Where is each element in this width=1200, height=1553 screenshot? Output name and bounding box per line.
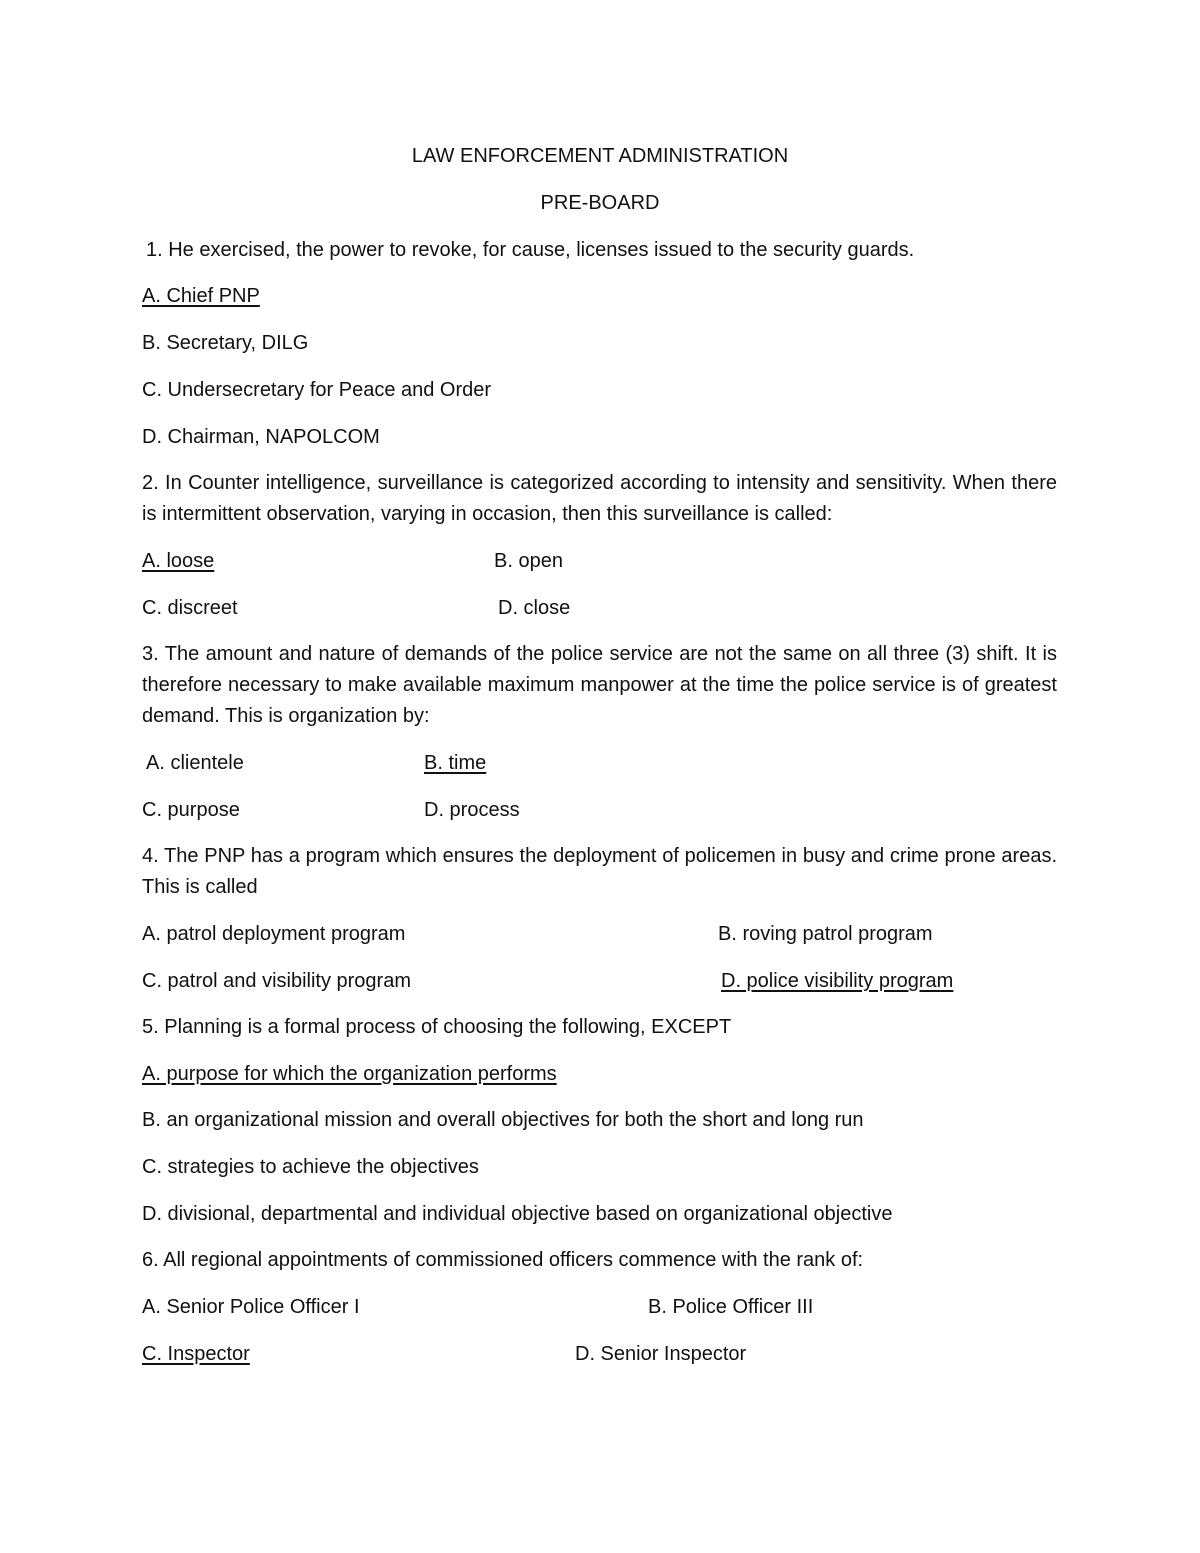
question-1-option-a: A. Chief PNP xyxy=(142,285,260,307)
question-3-option-c: C. purpose xyxy=(142,799,240,821)
document-subtitle: PRE-BOARD xyxy=(540,192,660,214)
question-1-option-b: B. Secretary, DILG xyxy=(142,332,309,354)
question-4-text: 4. The PNP has a program which ensures the deployment of policemen in busy and crime prone areas. This is called xyxy=(142,845,1057,898)
question-2-option-d: D. close xyxy=(498,597,571,619)
question-1-option-d: D. Chairman, NAPOLCOM xyxy=(142,426,380,448)
question-4-option-d: D. police visibility program xyxy=(721,970,954,992)
question-5-option-a: A. purpose for which the organization performs xyxy=(142,1063,557,1085)
question-3-option-b: B. time xyxy=(424,752,487,774)
document-title: LAW ENFORCEMENT ADMINISTRATION xyxy=(411,145,789,167)
question-1-option-c: C. Undersecretary for Peace and Order xyxy=(142,379,492,401)
question-2-option-a: A. loose xyxy=(142,550,215,572)
question-5-option-b: B. an organizational mission and overall objectives for both the short and long run xyxy=(142,1109,864,1131)
question-1-text: 1. He exercised, the power to revoke, for cause, licenses issued to the security guards. xyxy=(146,239,915,261)
question-6-text: 6. All regional appointments of commissioned officers commence with the rank of: xyxy=(142,1249,864,1271)
question-5-option-c: C. strategies to achieve the objectives xyxy=(142,1156,479,1178)
question-5-option-d: D. divisional, departmental and individual objective based on organizational objective xyxy=(142,1203,893,1225)
question-4-option-b: B. roving patrol program xyxy=(718,923,933,945)
question-2-option-b: B. open xyxy=(494,550,563,572)
question-4-option-a: A. patrol deployment program xyxy=(142,923,406,945)
question-4-option-c: C. patrol and visibility program xyxy=(142,970,411,992)
question-2-text: 2. In Counter intelligence, surveillance is categorized according to intensity and sensitivity. When there is intermittent observation, varying in occasion, then this surveillance is called: xyxy=(142,472,1057,525)
question-3-text: 3. The amount and nature of demands of the police service are not the same on all three (3) shift. It is therefore necessary to make available maximum manpower at the time the police service is of greatest demand. This is organization by: xyxy=(142,643,1057,727)
question-2-option-c: C. discreet xyxy=(142,597,238,619)
question-5-text: 5. Planning is a formal process of choosing the following, EXCEPT xyxy=(142,1016,732,1038)
question-3-option-d: D. process xyxy=(424,799,520,821)
question-6-option-a: A. Senior Police Officer I xyxy=(142,1296,360,1318)
question-6-option-d: D. Senior Inspector xyxy=(575,1343,747,1365)
question-3-option-a: A. clientele xyxy=(146,752,244,774)
question-6-option-b: B. Police Officer III xyxy=(648,1296,814,1318)
question-6-option-c: C. Inspector xyxy=(142,1343,250,1365)
